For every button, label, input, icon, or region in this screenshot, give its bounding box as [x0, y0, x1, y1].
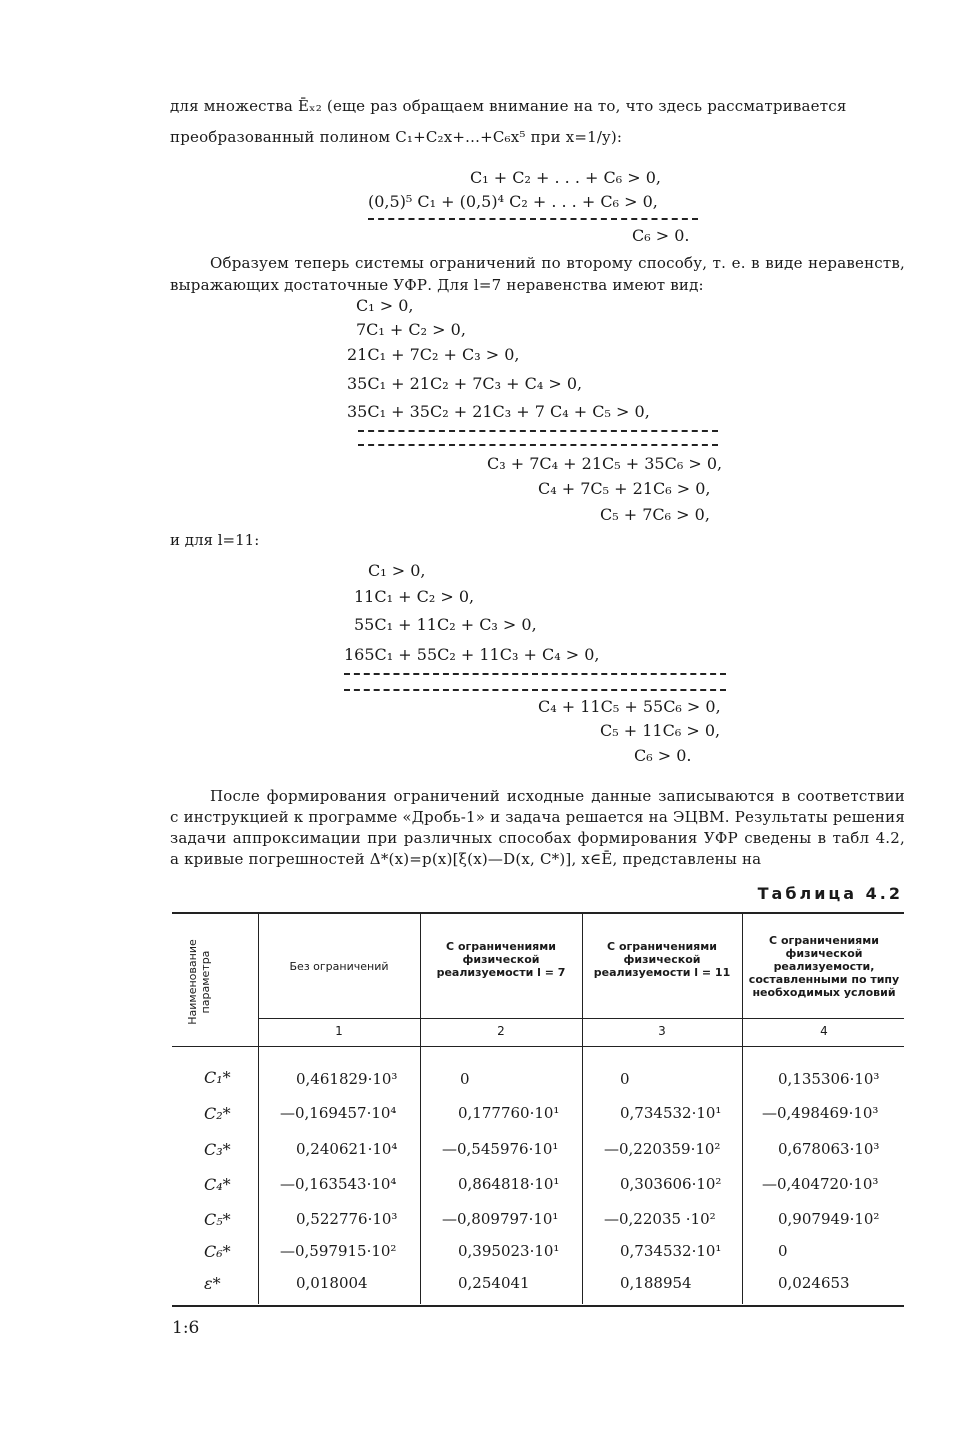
header-col-1: Без ограничений [289, 960, 389, 973]
sys11-line-4: 165C₁ + 55C₂ + 11C₃ + C₄ > 0, [344, 645, 600, 664]
intro-line-1: для множества Ēₓ₂ (еще раз обращаем внимание на то, что здесь рассматривается [170, 97, 847, 115]
paragraph-2: Образуем теперь системы ограничений по второму способу, т. е. в виде неравенств, выражающих достаточные УФР. Для l=7 неравенства имеют вид: [170, 254, 905, 294]
sys11-line-2: 11C₁ + C₂ > 0, [354, 587, 475, 606]
sys11-line-1: C₁ > 0, [368, 561, 426, 580]
sys11-bottom-line-2: C₅ + 11C₆ > 0, [600, 721, 721, 740]
sys11-line-3: 55C₁ + 11C₂ + C₃ > 0, [354, 615, 537, 634]
colnum-3: 3 [658, 1024, 666, 1038]
table-top-rule [172, 912, 904, 914]
cell: 0,254041 [458, 1274, 530, 1292]
table-vline-3 [582, 914, 583, 1304]
sys7-line-1: C₁ > 0, [356, 296, 414, 315]
cell: 0,177760·10¹ [458, 1104, 560, 1122]
table-vline-1 [258, 914, 259, 1304]
sys11-bottom-line-1: C₄ + 11C₅ + 55C₆ > 0, [538, 697, 721, 716]
colnum-4: 4 [820, 1024, 828, 1038]
table-colnum-divider [258, 1018, 904, 1019]
sys7-line-2: 7C₁ + C₂ > 0, [356, 320, 466, 339]
sys7-bottom-line-1: C₃ + 7C₄ + 21C₅ + 35C₆ > 0, [487, 454, 723, 473]
sys7-dashes-1 [358, 430, 718, 432]
cell: 0,395023·10¹ [458, 1242, 560, 1260]
cell: 0,461829·10³ [296, 1070, 398, 1088]
cell: 0,734532·10¹ [620, 1242, 722, 1260]
colnum-1: 1 [335, 1024, 343, 1038]
header-col-3: С ограничениями физической реализуемости l = 11 [593, 940, 731, 979]
row-label: ε* [204, 1274, 221, 1293]
cell: —0,404720·10³ [762, 1175, 879, 1193]
paragraph-3: После формирования ограничений исходные данные записываются в соответствии с инструкцией к программе «Дробь-1» и задача решается на ЭЦВМ. Результаты решения задачи аппроксимации при различных способах формирования УФР сведены в табл 4.2, а кривые погрешностей Δ*(x)=p(x)[ξ(x)—D(x, C*)], x∈Ē, представлены на [170, 787, 905, 868]
cell: 0,303606·10² [620, 1175, 722, 1193]
sys11-dashes-1 [344, 673, 726, 675]
cell: 0,018004 [296, 1274, 368, 1292]
sys7-line-3: 21C₁ + 7C₂ + C₃ > 0, [347, 345, 520, 364]
table-vline-4 [742, 914, 743, 1304]
cell: 0 [778, 1242, 788, 1260]
cell: —0,169457·10⁴ [280, 1104, 397, 1122]
cell: 0,522776·10³ [296, 1210, 398, 1228]
table-bottom-rule [172, 1305, 904, 1307]
cell: 0,240621·10⁴ [296, 1140, 398, 1158]
row-label: C₅* [204, 1210, 231, 1229]
cell: 0 [460, 1070, 470, 1088]
row-label: C₆* [204, 1242, 231, 1261]
row-label: C₁* [204, 1068, 231, 1087]
cell: 0,907949·10² [778, 1210, 880, 1228]
header-col-4: С ограничениями физической реализуемости, составленными по типу необходимых условий [748, 934, 900, 999]
cell: 0,188954 [620, 1274, 692, 1292]
cell: 0,864818·10¹ [458, 1175, 560, 1193]
header-col-2: С ограничениями физической реализуемости l = 7 [436, 940, 566, 979]
row-label: C₂* [204, 1104, 231, 1123]
cell: 0,135306·10³ [778, 1070, 880, 1088]
cell: 0 [620, 1070, 630, 1088]
page-number: 1:6 [172, 1318, 200, 1338]
table-caption: Таблица 4.2 [757, 884, 903, 903]
colnum-2: 2 [497, 1024, 505, 1038]
cell: —0,809797·10¹ [442, 1210, 559, 1228]
sys11-bottom-line-3: C₆ > 0. [634, 746, 692, 765]
ineq1-dashes [368, 218, 698, 220]
cell: —0,597915·10² [280, 1242, 397, 1260]
row-label: C₃* [204, 1140, 231, 1159]
param-header: Наименование параметра [186, 939, 212, 1025]
cell: —0,163543·10⁴ [280, 1175, 397, 1193]
row-label: C₄* [204, 1175, 231, 1194]
ineq1-line-1: C₁ + C₂ + . . . + C₆ > 0, [470, 168, 661, 187]
sys7-dashes-2 [358, 444, 718, 446]
sys7-bottom-line-3: C₅ + 7C₆ > 0, [600, 505, 710, 524]
sys7-bottom-line-2: C₄ + 7C₅ + 21C₆ > 0, [538, 479, 711, 498]
cell: 0,024653 [778, 1274, 850, 1292]
cell: 0,678063·10³ [778, 1140, 880, 1158]
sys7-line-4: 35C₁ + 21C₂ + 7C₃ + C₄ > 0, [347, 374, 583, 393]
table-vline-2 [420, 914, 421, 1304]
table-header-divider [172, 1046, 904, 1047]
ineq1-line-3: C₆ > 0. [632, 226, 690, 245]
sys11-dashes-2 [344, 689, 726, 691]
ineq1-line-2: (0,5)⁵ C₁ + (0,5)⁴ C₂ + . . . + C₆ > 0, [368, 192, 658, 211]
and-l11-label: и для l=11: [170, 531, 260, 549]
sys7-line-5: 35C₁ + 35C₂ + 21C₃ + 7 C₄ + C₅ > 0, [347, 402, 650, 421]
cell: 0,734532·10¹ [620, 1104, 722, 1122]
cell: —0,545976·10¹ [442, 1140, 559, 1158]
cell: —0,22035 ·10² [604, 1210, 716, 1228]
intro-line-2: преобразованный полином C₁+C₂x+...+C₆x⁵ при x=1/y): [170, 128, 623, 146]
cell: —0,498469·10³ [762, 1104, 879, 1122]
cell: —0,220359·10² [604, 1140, 721, 1158]
